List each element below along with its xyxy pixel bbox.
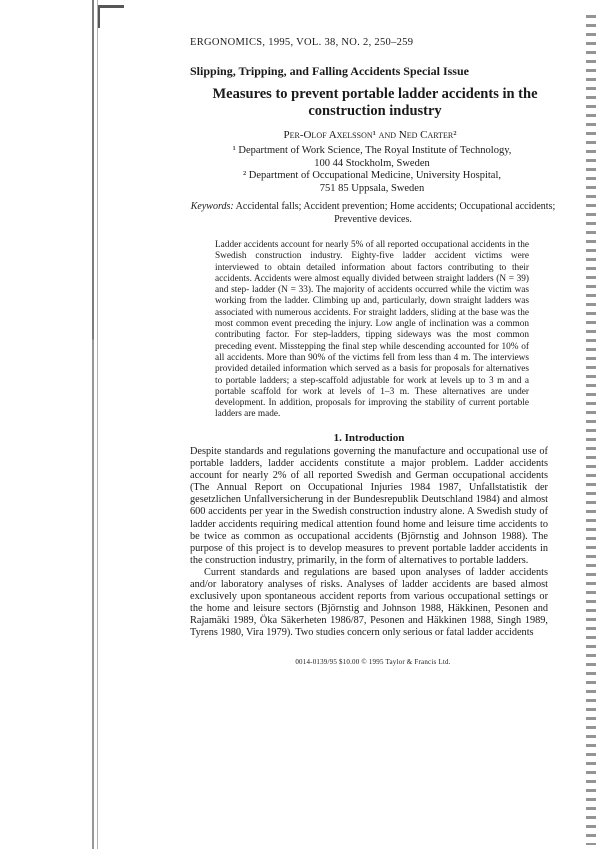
keywords	[190, 201, 556, 226]
affiliation-line: ¹ Department of Work Science, The Royal Institute of Technology,	[232, 145, 512, 156]
section-heading-introduction: 1. Introduction	[333, 432, 405, 444]
affiliation-line: ² Department of Occupational Medicine, University Hospital,	[243, 170, 501, 181]
keywords-text: Accidental falls; Accident prevention; Home accidents; Occupational accidents; Preventive devices.	[235, 201, 556, 225]
affiliations	[190, 145, 554, 195]
special-issue-heading: Slipping, Tripping, and Falling Accidents Special Issue	[190, 64, 469, 78]
scan-edge-left-inner	[97, 0, 98, 849]
copyright-footer: 0014-0139/95 $10.00 © 1995 Taylor & Francis Ltd.	[295, 658, 451, 666]
authors: Per-Olof Axelsson¹ and Ned Carter²	[283, 129, 457, 141]
paper-title: Measures to prevent portable ladder accidents in the construction industry	[212, 86, 538, 119]
journal-citation: ERGONOMICS, 1995, VOL. 38, NO. 2, 250–259	[190, 37, 414, 48]
scan-edge-right	[586, 15, 596, 845]
scan-edge-left	[92, 0, 94, 849]
body-text	[190, 446, 548, 640]
keywords-label: Keywords:	[190, 201, 234, 212]
scan-corner-mark	[98, 5, 124, 28]
affiliation-line: 100 44 Stockholm, Sweden	[314, 157, 430, 169]
paragraph: Current standards and regulations are based upon analyses of ladder accidents and/or laboratory analyses of risks. Analyses of ladder accidents are based almost exclusively upon spontaneous accident reports from various occupational settings or the home and leisure sectors (Björnstig and Johnson 1988, Häkkinen, Pesonen and Rajamäki 1989, Öka Säkerheten 1986/87, Pesonen and Häkkinen 1988, Singh 1989, Tyrens 1980, Vira 1979). Two studies concern only serious or fatal ladder accidents	[190, 566, 548, 639]
affiliation-line: 751 85 Uppsala, Sweden	[319, 182, 425, 194]
paragraph: Despite standards and regulations governing the manufacture and occupational use of portable ladders, ladder accidents constitute a major problem. Ladder accidents account for nearly 2% of all reported Swedish and German occupational accidents (The Annual Report on Occupational Injuries 1984 1987, Unfallstatistik der gesetzlichen Unfallversicherung in der Bundesrepublik Deutschland 1984) and almost 600 accidents per year in the Swedish construction industry alone. A Swedish study of ladder accidents requiring medical attention found home and leisure time accidents to be twice as common as occupational accidents (Björnstig and Johnson 1988). The purpose of this project is to develop measures to prevent portable ladder accidents in the construction industry, primarily, in the form of alternatives to portable ladders.	[190, 446, 548, 566]
abstract: Ladder accidents account for nearly 5% of all reported occupational accidents in the Swedish construction industry. Eighty-five ladder accident victims were interviewed to obtain detailed information about factors contributing to their accidents. Accidents were almost equally divided between straight ladders (N = 39) and step- ladder (N = 33). The majority of accidents occurred while the victim was working from the ladder. Climbing up and, particularly, down straight ladders was associated with numerous accidents. For straight ladders, sliding at the base was the most common event preceding the injury. Low angle of inclination was a common contributing factor. For step-ladders, tipping sideways was the most common preceding event. Misstepping the final step while descending accounted for 10% of all accidents. More than 90% of the victims fell from less than 4 m. The interviews provided detailed information which served as a basis for proposals for alternatives to portable ladders; a step-scaffold adjustable for work at levels up to 3 m and a portable scaffold for work at levels of 1–3 m. These alternatives are under development. In addition, proposals for improving the stability of current portable ladders are made.	[215, 240, 529, 420]
